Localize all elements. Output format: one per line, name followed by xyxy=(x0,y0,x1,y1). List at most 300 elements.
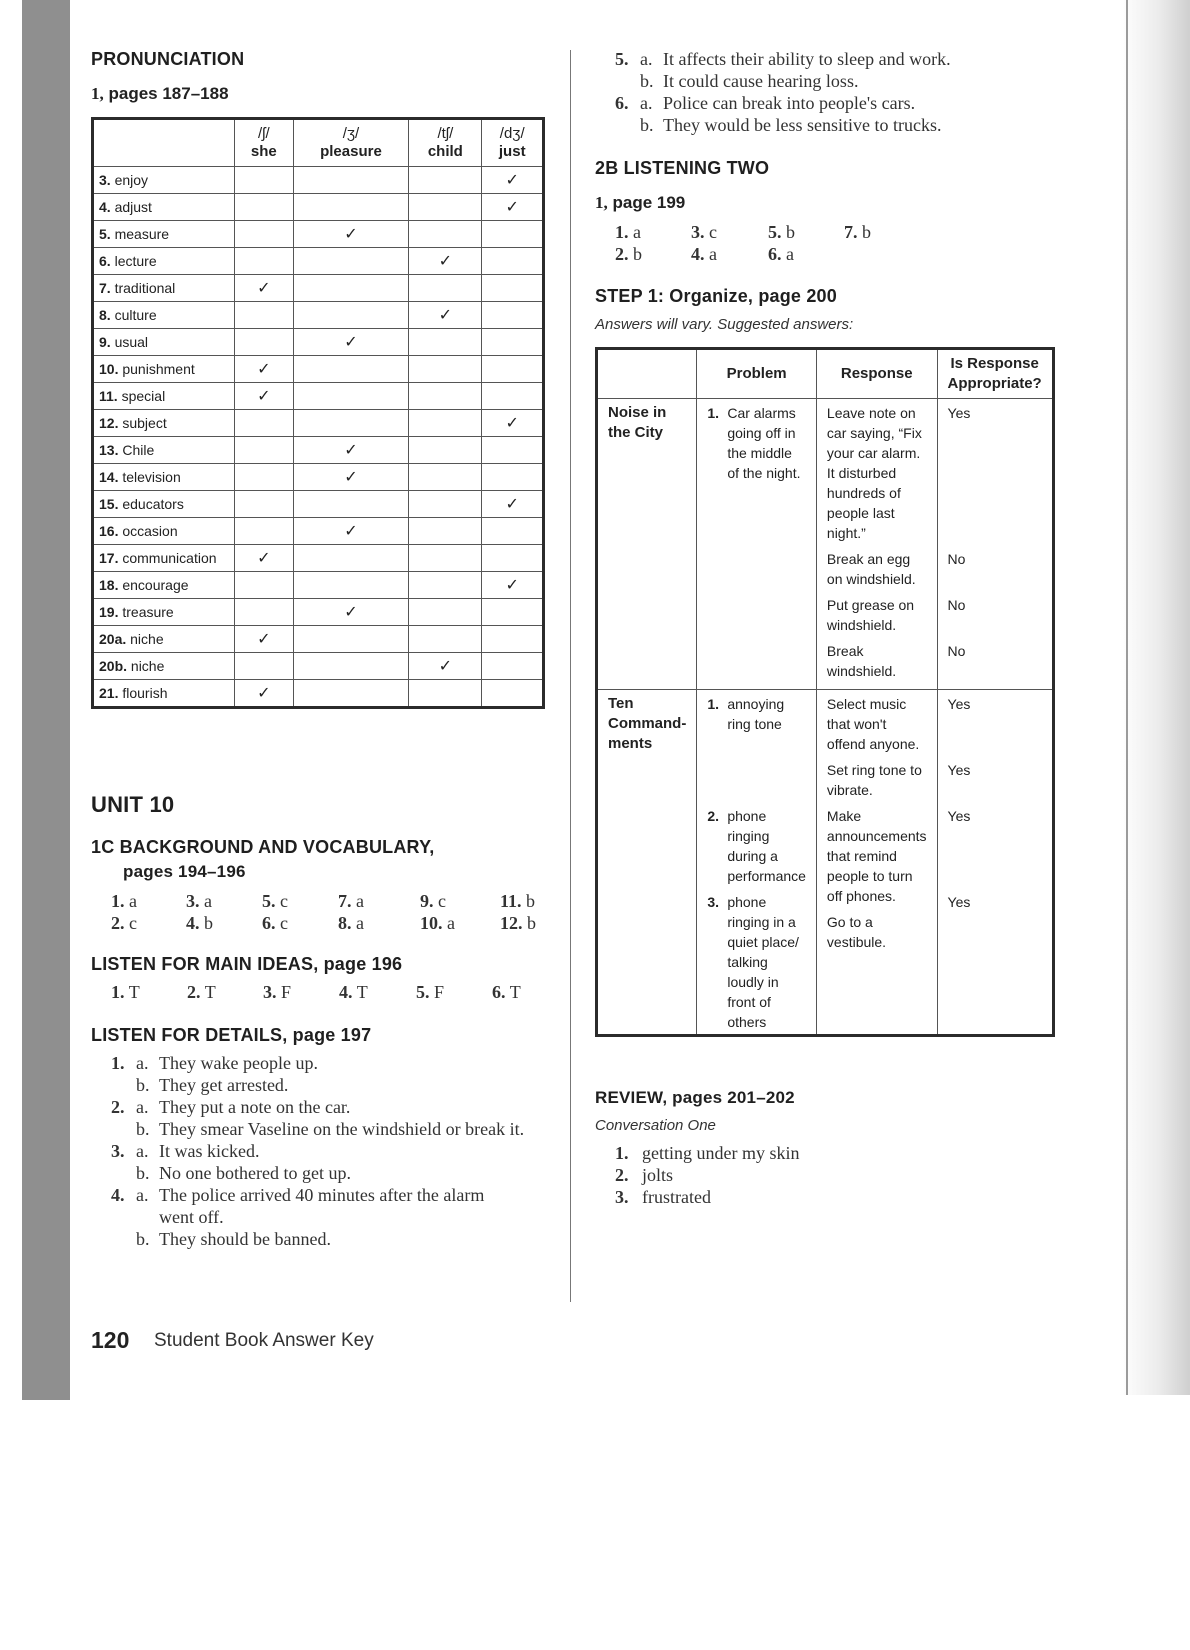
item-number: 1. xyxy=(615,1143,629,1163)
answer-number: 12. xyxy=(500,913,523,933)
item-letter: b. xyxy=(136,1163,150,1183)
check-cell xyxy=(293,167,409,194)
check-cell xyxy=(409,248,482,275)
appropriate-group xyxy=(948,806,1042,892)
item-text: Police can break into people's cars. xyxy=(663,93,916,113)
item-text: It could cause hearing loss. xyxy=(663,71,859,91)
row-number: 9. xyxy=(99,334,111,350)
row-number: 6. xyxy=(99,253,111,269)
check-cell xyxy=(293,194,409,221)
check-cell xyxy=(235,302,294,329)
check-cell xyxy=(482,599,544,626)
answer-value: b xyxy=(633,244,642,264)
answer-item xyxy=(262,913,288,934)
row-number: 11. xyxy=(99,388,118,404)
checkmark-icon: ✓ xyxy=(257,361,271,378)
check-cell xyxy=(482,680,544,708)
check-cell xyxy=(409,680,482,708)
item-text: It was kicked. xyxy=(159,1141,260,1161)
item-number: 2. xyxy=(111,1097,125,1117)
response-answer: Yes xyxy=(947,808,971,824)
problem-cell xyxy=(697,399,817,690)
check-cell xyxy=(293,248,409,275)
checkmark-icon: ✓ xyxy=(438,307,453,324)
unit-title: UNIT 10 xyxy=(91,792,175,817)
row-number: 17. xyxy=(99,550,119,566)
background-heading: 1C BACKGROUND AND VOCABULARY, xyxy=(91,837,435,857)
table-row xyxy=(93,653,544,680)
row-word: enjoy xyxy=(114,172,149,188)
answer-number: 8. xyxy=(338,913,352,933)
check-cell xyxy=(409,518,482,545)
check-cell xyxy=(293,383,409,410)
problem-item xyxy=(707,806,806,892)
check-cell xyxy=(235,356,294,383)
item-letter: a. xyxy=(640,93,653,113)
answer-number: 6. xyxy=(492,982,506,1002)
answer-value: F xyxy=(434,982,445,1002)
check-cell xyxy=(235,275,294,302)
column-header: Is Response Appropriate? xyxy=(937,349,1053,399)
word-cell xyxy=(93,356,235,383)
row-word: special xyxy=(121,388,166,404)
item-letter: b. xyxy=(640,115,654,135)
item-number: 5. xyxy=(615,49,629,69)
word-cell xyxy=(93,680,235,708)
answer-number: 4. xyxy=(691,244,705,264)
check-cell xyxy=(235,329,294,356)
ipa-symbol: /ʃ/ xyxy=(257,125,270,142)
check-cell xyxy=(409,383,482,410)
answer-item xyxy=(262,891,288,912)
answer-item xyxy=(768,244,794,265)
check-cell xyxy=(293,437,409,464)
row-word: adjust xyxy=(114,199,152,215)
topic-cell: Noise in the City xyxy=(597,399,697,690)
response-cell xyxy=(816,399,937,690)
answer-item xyxy=(691,244,717,265)
word-cell xyxy=(93,194,235,221)
ipa-symbol: /dʒ/ xyxy=(499,125,525,142)
word-cell xyxy=(93,464,235,491)
table-row xyxy=(93,383,544,410)
check-cell xyxy=(293,626,409,653)
answer-item xyxy=(186,891,212,912)
organize-row xyxy=(597,690,1054,1036)
answer-item xyxy=(615,244,642,265)
item-letter: a. xyxy=(136,1141,149,1161)
answer-number: 1. xyxy=(111,891,125,911)
item-number: 6. xyxy=(615,93,629,113)
answer-value: b xyxy=(526,891,536,911)
answer-item xyxy=(339,982,368,1003)
check-cell xyxy=(293,491,409,518)
example-word: just xyxy=(498,143,526,160)
check-cell xyxy=(482,383,544,410)
word-cell xyxy=(93,248,235,275)
row-number: 8. xyxy=(99,307,111,323)
checkmark-icon: ✓ xyxy=(438,253,453,270)
item-letter: b. xyxy=(640,71,654,91)
item-text: They put a note on the car. xyxy=(159,1097,351,1117)
check-cell xyxy=(482,545,544,572)
checkmark-icon: ✓ xyxy=(344,334,358,351)
table-row xyxy=(93,572,544,599)
answer-item xyxy=(416,982,444,1003)
answer-number: 3. xyxy=(186,891,200,911)
row-number: 20a. xyxy=(99,631,127,647)
organize-heading: STEP 1: Organize, page 200 xyxy=(595,286,837,306)
check-cell xyxy=(235,167,294,194)
table-row xyxy=(93,221,544,248)
row-word: traditional xyxy=(114,280,176,296)
answer-number: 4. xyxy=(186,913,200,933)
check-cell xyxy=(235,383,294,410)
review-subtitle: Conversation One xyxy=(595,1117,716,1134)
check-cell xyxy=(409,491,482,518)
check-cell xyxy=(482,410,544,437)
word-cell xyxy=(93,491,235,518)
listening-two-ref-pages: page 199 xyxy=(612,193,686,212)
row-word: subject xyxy=(122,415,167,431)
check-cell xyxy=(235,437,294,464)
check-cell xyxy=(293,653,409,680)
row-number: 20b. xyxy=(99,658,128,674)
answer-value: T xyxy=(509,982,521,1002)
answer-number: 11. xyxy=(500,891,522,911)
answer-value: c xyxy=(280,913,288,933)
checkmark-icon: ✓ xyxy=(344,469,358,486)
response-text: Break windshield. xyxy=(826,643,897,679)
row-number: 14. xyxy=(99,469,119,485)
page-edge-line xyxy=(1126,0,1128,1395)
word-cell xyxy=(93,410,235,437)
checkmark-icon: ✓ xyxy=(505,172,519,189)
word-cell xyxy=(93,167,235,194)
table-row xyxy=(93,248,544,275)
check-cell xyxy=(482,356,544,383)
check-cell xyxy=(482,302,544,329)
item-letter: b. xyxy=(136,1119,150,1139)
response-answer: Yes xyxy=(947,405,971,421)
column-header: Response xyxy=(816,349,937,399)
answer-value: c xyxy=(438,891,446,911)
row-number: 13. xyxy=(99,442,119,458)
row-number: 5. xyxy=(99,226,111,242)
check-cell xyxy=(482,464,544,491)
check-cell xyxy=(409,329,482,356)
table-row xyxy=(93,491,544,518)
answer-value: a xyxy=(356,891,364,911)
check-cell xyxy=(409,275,482,302)
example-word: pleasure xyxy=(320,143,382,160)
response-text: Leave note on car saying, “Fix your car alarm. It disturbed hundreds of people last night.” xyxy=(826,405,922,541)
row-word: treasure xyxy=(122,604,174,620)
problem-item xyxy=(707,403,806,687)
answer-value: b xyxy=(862,222,871,242)
answer-number: 2. xyxy=(111,913,125,933)
response-answer: Yes xyxy=(947,762,971,778)
row-word: punishment xyxy=(122,361,195,377)
check-cell xyxy=(293,221,409,248)
check-cell xyxy=(235,491,294,518)
problem-text: annoying ring tone xyxy=(727,696,785,732)
checkmark-icon: ✓ xyxy=(257,550,271,567)
check-cell xyxy=(235,599,294,626)
checkmark-icon: ✓ xyxy=(344,523,358,540)
word-cell xyxy=(93,437,235,464)
answer-value: c xyxy=(280,891,288,911)
check-cell xyxy=(482,653,544,680)
table-row xyxy=(93,167,544,194)
table-row xyxy=(93,626,544,653)
row-word: communication xyxy=(122,550,217,566)
check-cell xyxy=(482,275,544,302)
item-text: getting under my skin xyxy=(642,1143,800,1163)
check-cell xyxy=(409,572,482,599)
answer-value: a xyxy=(447,913,455,933)
problem-number: 2. xyxy=(707,808,720,824)
check-cell xyxy=(235,545,294,572)
item-text: jolts xyxy=(642,1165,674,1185)
listening-two-ref xyxy=(595,193,685,213)
check-cell xyxy=(293,302,409,329)
row-word: culture xyxy=(114,307,157,323)
answer-value: a xyxy=(709,244,717,264)
response-answer: Yes xyxy=(947,696,971,712)
answer-value: a xyxy=(786,244,794,264)
appropriate-group xyxy=(948,403,1042,687)
answer-number: 9. xyxy=(420,891,434,911)
check-cell xyxy=(482,491,544,518)
answer-item xyxy=(420,891,446,912)
check-cell xyxy=(482,329,544,356)
check-cell xyxy=(409,626,482,653)
response-cell xyxy=(816,690,937,1036)
table-row xyxy=(93,464,544,491)
answer-number: 3. xyxy=(263,982,277,1002)
row-word: occasion xyxy=(122,523,178,539)
sound-column-header xyxy=(409,119,482,167)
ipa-symbol: /ʒ/ xyxy=(342,125,360,142)
item-number: 3. xyxy=(111,1141,125,1161)
appropriate-group xyxy=(948,694,1042,806)
appropriate-cell xyxy=(937,690,1053,1036)
item-text: They smear Vaseline on the windshield or break it. xyxy=(159,1119,525,1139)
check-cell xyxy=(409,653,482,680)
answer-value: b xyxy=(527,913,536,933)
ipa-symbol: /tʃ/ xyxy=(437,125,454,142)
organize-note: Answers will vary. Suggested answers: xyxy=(595,316,854,333)
word-cell xyxy=(93,275,235,302)
answer-number: 3. xyxy=(691,222,705,242)
item-text: They wake people up. xyxy=(159,1053,318,1073)
pronunciation-ref-num: 1, xyxy=(91,84,104,103)
row-number: 16. xyxy=(99,523,119,539)
answer-value: b xyxy=(786,222,795,242)
word-cell xyxy=(93,383,235,410)
check-cell xyxy=(409,194,482,221)
item-text: frustrated xyxy=(642,1187,711,1207)
answer-value: T xyxy=(204,982,216,1002)
check-cell xyxy=(409,221,482,248)
listening-two-ref-num: 1, xyxy=(595,193,608,212)
item-text: The police arrived 40 minutes after the alarm xyxy=(159,1185,485,1205)
problem-number: 1. xyxy=(707,696,720,712)
check-cell xyxy=(293,599,409,626)
checkmark-icon: ✓ xyxy=(344,226,358,243)
problem-text: phone ringing during a performance xyxy=(727,808,806,884)
row-number: 7. xyxy=(99,280,111,296)
response-answer: No xyxy=(947,551,966,567)
answer-value: c xyxy=(709,222,717,242)
check-cell xyxy=(293,680,409,708)
check-cell xyxy=(409,167,482,194)
details-heading: LISTEN FOR DETAILS, page 197 xyxy=(91,1025,372,1045)
response-text: Put grease on windshield. xyxy=(826,597,915,633)
checkmark-icon: ✓ xyxy=(257,685,271,702)
response-group xyxy=(827,694,927,806)
check-cell xyxy=(409,464,482,491)
row-number: 21. xyxy=(99,685,119,701)
check-cell xyxy=(235,221,294,248)
check-cell xyxy=(235,518,294,545)
answer-value: b xyxy=(204,913,213,933)
answer-item xyxy=(111,913,137,934)
row-word: flourish xyxy=(122,685,168,701)
response-text: Select music that won't offend anyone. xyxy=(826,696,920,752)
check-cell xyxy=(482,626,544,653)
answer-number: 10. xyxy=(420,913,443,933)
check-cell xyxy=(482,518,544,545)
check-cell xyxy=(482,437,544,464)
response-text: Break an egg on windshield. xyxy=(826,551,916,587)
item-letter: a. xyxy=(640,49,653,69)
row-word: measure xyxy=(114,226,170,242)
item-letter: a. xyxy=(136,1185,149,1205)
table-header-empty xyxy=(93,119,235,167)
row-word: television xyxy=(122,469,181,485)
pronunciation-table xyxy=(91,117,545,709)
answer-value: a xyxy=(633,222,641,242)
column-divider xyxy=(570,50,571,1302)
organize-header-row xyxy=(597,349,1054,399)
check-cell xyxy=(482,167,544,194)
example-word: she xyxy=(250,143,277,160)
checkmark-icon: ✓ xyxy=(505,577,519,594)
item-text: No one bothered to get up. xyxy=(159,1163,351,1183)
row-word: educators xyxy=(122,496,184,512)
answer-value: F xyxy=(281,982,292,1002)
answer-number: 6. xyxy=(262,913,276,933)
response-group xyxy=(827,912,927,958)
check-cell xyxy=(293,329,409,356)
check-cell xyxy=(293,545,409,572)
appropriate-cell xyxy=(937,399,1053,690)
check-cell xyxy=(409,410,482,437)
row-word: encourage xyxy=(122,577,189,593)
table-row xyxy=(93,599,544,626)
row-word: niche xyxy=(130,658,165,674)
answer-item xyxy=(768,222,795,243)
check-cell xyxy=(235,653,294,680)
check-cell xyxy=(235,464,294,491)
answer-number: 5. xyxy=(262,891,276,911)
problem-text: phone ringing in a quiet place/ talking loudly in front of others xyxy=(727,894,799,1030)
answer-item xyxy=(187,982,216,1003)
check-cell xyxy=(235,572,294,599)
item-number: 1. xyxy=(111,1053,125,1073)
sound-column-header xyxy=(293,119,409,167)
item-text: They would be less sensitive to trucks. xyxy=(663,115,942,135)
row-word: usual xyxy=(114,334,149,350)
table-header-row xyxy=(93,119,544,167)
example-word: child xyxy=(427,143,463,160)
answer-item xyxy=(500,913,536,934)
response-answer: No xyxy=(947,597,966,613)
organize-row xyxy=(597,399,1054,690)
sound-column-header xyxy=(482,119,544,167)
check-cell xyxy=(293,572,409,599)
table-row xyxy=(93,437,544,464)
organize-table xyxy=(595,347,1055,1037)
answer-number: 2. xyxy=(615,244,629,264)
check-cell xyxy=(235,194,294,221)
answer-value: a xyxy=(204,891,212,911)
row-number: 12. xyxy=(99,415,119,431)
check-cell xyxy=(235,680,294,708)
item-number: 2. xyxy=(615,1165,629,1185)
answer-item xyxy=(111,982,140,1003)
checkmark-icon: ✓ xyxy=(257,280,271,297)
check-cell xyxy=(482,572,544,599)
check-cell xyxy=(409,599,482,626)
row-word: niche xyxy=(130,631,164,647)
table-row xyxy=(93,356,544,383)
check-cell xyxy=(293,275,409,302)
response-text: Go to a vestibule. xyxy=(826,914,887,950)
response-group xyxy=(827,806,927,906)
problem-item xyxy=(707,892,806,1032)
answer-number: 1. xyxy=(111,982,125,1002)
answer-number: 7. xyxy=(844,222,858,242)
answer-number: 2. xyxy=(187,982,201,1002)
item-letter: b. xyxy=(136,1075,150,1095)
page-edge-shadow xyxy=(1120,0,1190,1395)
problem-number: 1. xyxy=(707,405,720,421)
checkmark-icon: ✓ xyxy=(505,199,519,216)
response-answer: No xyxy=(947,643,966,659)
row-number: 15. xyxy=(99,496,119,512)
answer-item xyxy=(420,913,455,934)
checkmark-icon: ✓ xyxy=(438,658,453,675)
word-cell xyxy=(93,221,235,248)
table-row xyxy=(93,410,544,437)
pronunciation-heading: PRONUNCIATION xyxy=(91,49,245,69)
checkmark-icon: ✓ xyxy=(257,388,271,405)
review-heading: REVIEW, pages 201–202 xyxy=(595,1088,795,1107)
checkmark-icon: ✓ xyxy=(344,442,358,459)
pronunciation-ref-pages: pages 187–188 xyxy=(108,84,229,103)
appropriate-group xyxy=(948,892,1042,938)
item-text: It affects their ability to sleep and work. xyxy=(663,49,951,69)
page-number: 120 xyxy=(91,1327,130,1353)
response-answer: Yes xyxy=(947,894,971,910)
header-empty xyxy=(597,349,697,399)
row-word: Chile xyxy=(122,442,155,458)
background-pages: pages 194–196 xyxy=(123,862,246,881)
answer-value: T xyxy=(356,982,368,1002)
